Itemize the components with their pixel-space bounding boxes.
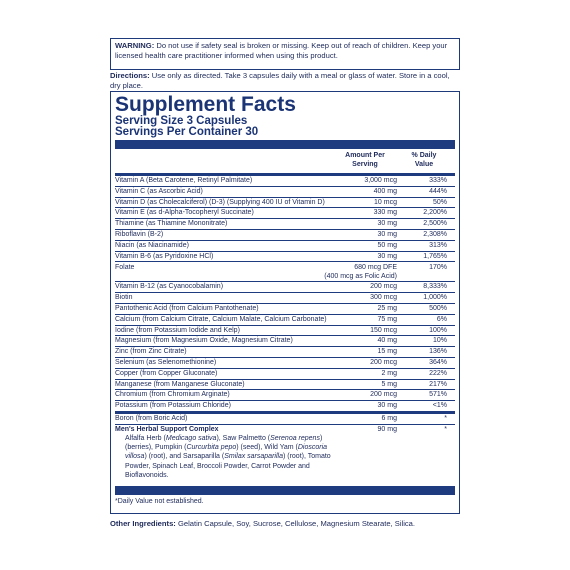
nutrient-row — [115, 401, 455, 414]
nutrient-row — [115, 336, 455, 347]
serving-size: Serving Size 3 Capsules — [115, 115, 248, 127]
nutrient-daily-value: 1,000% — [423, 294, 447, 302]
nutrient-amount: 30 mg — [377, 230, 397, 238]
nutrient-daily-value: * — [444, 414, 447, 422]
supplement-facts-panel — [110, 91, 460, 514]
herbal-complex-dv: * — [444, 425, 447, 433]
nutrient-row — [115, 293, 455, 304]
nutrient-name: Potassium (from Potassium Chloride) — [115, 402, 231, 410]
nutrient-daily-value: 8,333% — [423, 283, 447, 291]
warning-label: WARNING: — [115, 41, 155, 50]
nutrient-amount: 30 mg — [377, 402, 397, 410]
herbal-text: ) (root), Tomato Powder, Spinach Leaf, Broccoli Powder, Carrot Powder and Bioflavonoids. — [125, 453, 331, 479]
nutrient-amount: 10 mcg — [374, 198, 397, 206]
botanical-name: Serenoa repens — [270, 434, 320, 442]
column-header-spacer — [115, 152, 337, 169]
nutrient-amount: 400 mg — [373, 187, 397, 195]
nutrient-amount: 330 mg — [373, 209, 397, 217]
nutrient-row — [115, 262, 455, 282]
nutrient-name: Chromium (from Chromium Arginate) — [115, 391, 230, 399]
nutrient-name: Biotin — [115, 294, 133, 302]
nutrient-amount: 30 mg — [377, 252, 397, 260]
herbal-text: ) (seed), Wild Yam ( — [236, 444, 298, 452]
botanical-name: Dioscoria villosa — [125, 444, 328, 461]
nutrient-daily-value: 500% — [429, 304, 447, 312]
nutrient-amount: 5 mg — [381, 380, 397, 388]
nutrient-daily-value: 1,765% — [423, 252, 447, 260]
herbal-text: ), Saw Palmetto ( — [216, 434, 271, 442]
nutrient-daily-value: 170% — [429, 263, 447, 271]
nutrient-row — [115, 230, 455, 241]
nutrient-row — [115, 304, 455, 315]
nutrient-daily-value: 571% — [429, 391, 447, 399]
nutrient-amount: 40 mg — [377, 337, 397, 345]
nutrient-row — [115, 358, 455, 369]
nutrient-name: Vitamin B-6 (as Pyridoxine HCl) — [115, 252, 214, 260]
nutrient-name: Folate — [115, 263, 135, 271]
nutrient-name: Pantothenic Acid (from Calcium Pantothenate) — [115, 304, 259, 312]
nutrient-amount: 50 mg — [377, 241, 397, 249]
nutrient-amount: 6 mg — [381, 414, 397, 422]
nutrient-amount: 15 mg — [377, 348, 397, 356]
herbal-complex — [115, 425, 455, 480]
amount-header — [337, 152, 393, 169]
nutrient-name: Boron (from Boric Acid) — [115, 414, 188, 422]
nutrient-daily-value: 6% — [436, 315, 447, 323]
nutrient-amount: 25 mg — [377, 304, 397, 312]
nutrient-name: Selenium (as Selenomethionine) — [115, 358, 217, 366]
nutrient-amount: 3,000 mcg — [364, 177, 397, 184]
directions — [110, 71, 460, 91]
nutrient-row — [115, 208, 455, 219]
warning-text: Do not use if safety seal is broken or missing. Keep out of reach of children. Keep your licensed health care practitioner informed when using this product. — [115, 41, 448, 60]
nutrient-row — [115, 369, 455, 380]
nutrient-amount: 300 mcg — [370, 294, 397, 302]
nutrient-daily-value: 100% — [429, 326, 447, 334]
botanical-name: Medicago sativa — [165, 434, 217, 442]
nutrient-daily-value: <1% — [432, 402, 447, 410]
thick-divider — [115, 140, 455, 149]
other-ingredients-label: Other Ingredients: — [110, 519, 176, 528]
servings-per-container: Servings Per Container 30 — [115, 126, 259, 138]
column-header — [115, 149, 455, 176]
nutrient-row — [115, 380, 455, 391]
herbal-text: Alfalfa Herb ( — [125, 434, 166, 442]
nutrient-name: Manganese (from Manganese Gluconate) — [115, 380, 245, 388]
nutrient-row — [115, 241, 455, 252]
nutrient-row — [115, 282, 455, 293]
daily-value-header-line2: Value — [414, 160, 434, 168]
nutrient-daily-value: 444% — [429, 187, 447, 195]
daily-value-header-line1: % Daily — [411, 152, 437, 159]
nutrient-name: Calcium (from Calcium Citrate, Calcium Malate, Calcium Carbonate) — [115, 315, 327, 323]
herbal-text: ) (berries), Pumpkin ( — [125, 434, 323, 452]
amount-header-line1: Amount Per — [345, 152, 385, 159]
nutrient-row — [115, 219, 455, 230]
nutrient-rows — [115, 176, 455, 425]
herbal-complex-name: Men's Herbal Support Complex — [115, 425, 219, 433]
warning-box — [110, 38, 460, 70]
thick-divider-bottom — [115, 486, 455, 495]
other-ingredients — [110, 519, 470, 529]
nutrient-amount-line2: (400 mcg as Folic Acid) — [324, 272, 397, 280]
nutrient-name: Vitamin E (as d-Alpha-Tocopheryl Succinate) — [115, 209, 254, 217]
directions-text: Use only as directed. Take 3 capsules daily with a meal or glass of water. Store in a cool, dry place. — [110, 71, 450, 90]
nutrient-row — [115, 187, 455, 198]
botanical-name: Smilax sarsaparilla — [224, 453, 283, 461]
nutrient-amount: 200 mcg — [370, 283, 397, 291]
nutrient-row — [115, 315, 455, 326]
nutrient-daily-value: 2,500% — [423, 220, 447, 228]
nutrient-name: Vitamin D (as Cholecalciferol) (D-3) (Supplying 400 IU of Vitamin D) — [115, 198, 325, 206]
nutrient-daily-value: 50% — [432, 198, 447, 206]
nutrient-amount: 75 mg — [377, 315, 397, 323]
nutrient-name: Riboflavin (B-2) — [115, 230, 164, 238]
nutrient-daily-value: 313% — [429, 241, 447, 249]
nutrient-row — [115, 347, 455, 358]
nutrient-amount: 200 mcg — [370, 391, 397, 399]
nutrient-name: Niacin (as Niacinamide) — [115, 241, 189, 249]
herbal-complex-ingredients — [115, 434, 335, 480]
nutrient-name: Vitamin C (as Ascorbic Acid) — [115, 187, 203, 195]
nutrient-name: Vitamin B-12 (as Cyanocobalamin) — [115, 283, 224, 291]
nutrient-daily-value: 364% — [429, 358, 447, 366]
nutrient-daily-value: 2,308% — [423, 230, 447, 238]
botanical-name: Curcurbita pepo — [186, 444, 237, 452]
nutrient-name: Copper (from Copper Gluconate) — [115, 369, 218, 377]
nutrient-daily-value: 2,200% — [423, 209, 447, 217]
nutrient-row — [115, 326, 455, 337]
directions-label: Directions: — [110, 71, 150, 80]
nutrient-name: Magnesium (from Magnesium Oxide, Magnesium Citrate) — [115, 337, 293, 345]
nutrient-daily-value: 10% — [432, 337, 447, 345]
nutrient-amount: 200 mcg — [370, 358, 397, 366]
nutrient-amount: 2 mg — [381, 369, 397, 377]
nutrient-row — [115, 198, 455, 209]
facts-title: Supplement Facts — [115, 93, 296, 116]
herbal-complex-amount: 90 mg — [377, 425, 397, 433]
herbal-text: ) (root), and Sarsaparilla ( — [144, 453, 225, 461]
nutrient-row — [115, 252, 455, 263]
nutrient-amount — [293, 263, 403, 281]
nutrient-daily-value: 222% — [429, 369, 447, 377]
nutrient-row — [115, 414, 455, 425]
nutrient-row — [115, 176, 455, 187]
nutrient-amount-line1: 680 mcg DFE — [354, 263, 397, 271]
other-ingredients-text: Gelatin Capsule, Soy, Sucrose, Cellulose, Magnesium Stearate, Silica. — [177, 519, 416, 528]
daily-value-header — [393, 152, 455, 169]
nutrient-daily-value: 333% — [429, 177, 447, 184]
nutrient-row — [115, 390, 455, 401]
nutrient-daily-value: 136% — [429, 348, 447, 356]
nutrient-amount: 150 mcg — [370, 326, 397, 334]
footnote: *Daily Value not established. — [115, 497, 204, 505]
nutrient-name: Thiamine (as Thiamine Mononitrate) — [115, 220, 228, 228]
nutrient-daily-value: 217% — [429, 380, 447, 388]
amount-header-line2: Serving — [352, 160, 378, 168]
nutrient-name: Iodine (from Potassium Iodide and Kelp) — [115, 326, 240, 334]
nutrient-amount: 30 mg — [377, 220, 397, 228]
nutrient-name: Vitamin A (Beta Carotene, Retinyl Palmitate) — [115, 177, 253, 184]
nutrient-name: Zinc (from Zinc Citrate) — [115, 348, 187, 356]
